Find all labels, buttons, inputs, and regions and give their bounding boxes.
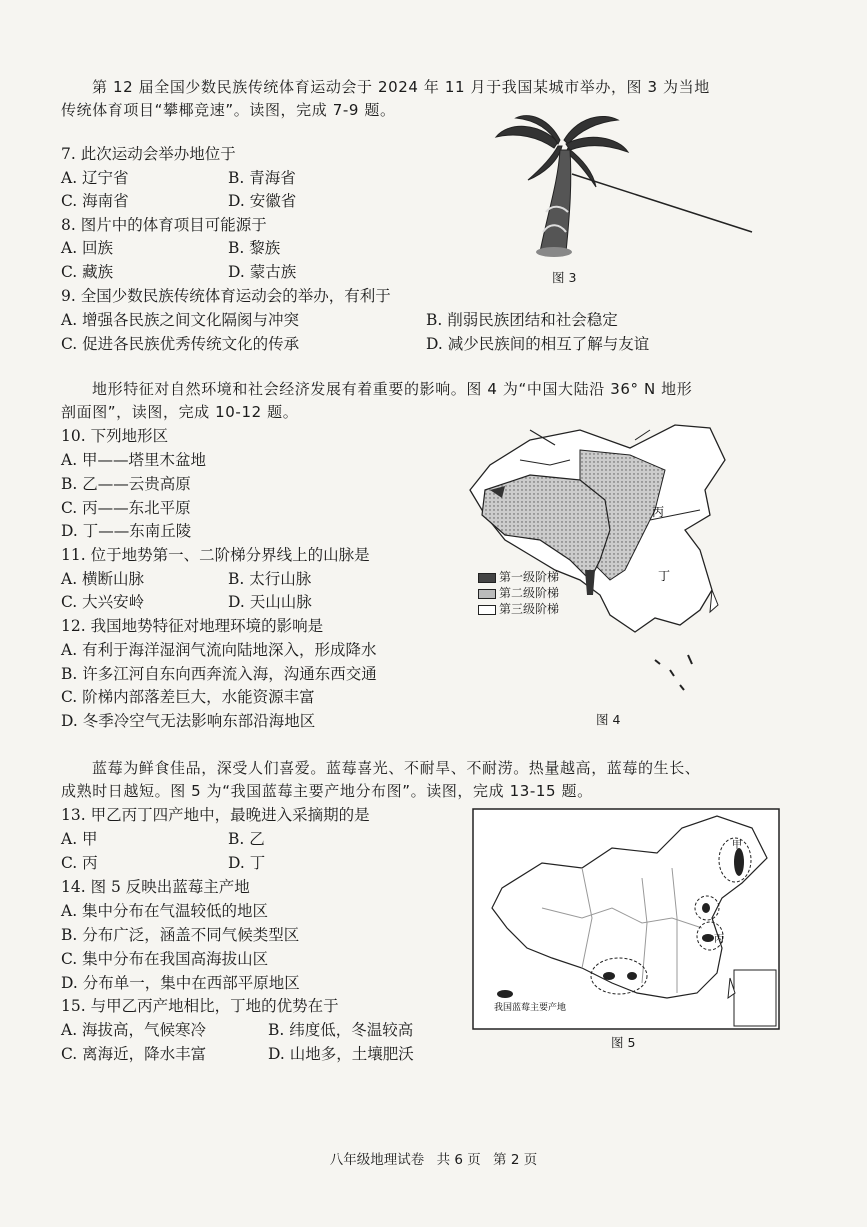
map-label-bing: 丙	[652, 505, 665, 519]
question-stem: 10. 下列地形区	[61, 427, 169, 445]
option[interactable]: C. 大兴安岭	[61, 593, 145, 611]
footer-page: 第 2 页	[493, 1152, 538, 1168]
option[interactable]: A. 辽宁省	[61, 169, 129, 187]
option[interactable]: A. 集中分布在气温较低的地区	[61, 902, 269, 920]
option[interactable]: B. 太行山脉	[228, 570, 312, 588]
intro-line: 蓝莓为鲜食佳品，深受人们喜爱。蓝莓喜光、不耐旱、不耐涝。热量越高，蓝莓的生长、	[92, 759, 701, 777]
option[interactable]: B. 青海省	[228, 169, 296, 187]
option[interactable]: D. 减少民族间的相互了解与友谊	[426, 335, 650, 353]
option[interactable]: D. 蒙古族	[228, 263, 297, 281]
option[interactable]: C. 丙——东北平原	[61, 499, 191, 517]
figure-caption: 图 4	[596, 712, 621, 727]
option[interactable]: C. 离海近，降水丰富	[61, 1045, 207, 1063]
option[interactable]: C. 促进各民族优秀传统文化的传承	[61, 335, 300, 353]
option[interactable]: D. 丁	[228, 854, 266, 872]
option[interactable]: D. 安徽省	[228, 192, 297, 210]
option[interactable]: C. 阶梯内部落差巨大，水能资源丰富	[61, 688, 315, 706]
option[interactable]: A. 有利于海洋湿润气流向陆地深入，形成降水	[61, 641, 377, 659]
option[interactable]: C. 海南省	[61, 192, 129, 210]
map-label-jia: 甲	[732, 840, 742, 851]
question-stem: 7. 此次运动会举办地位于	[61, 145, 236, 163]
legend-item-step2: 第二级阶梯	[478, 586, 559, 600]
option[interactable]: B. 乙——云贵高原	[61, 475, 191, 493]
intro-line: 传统体育项目“攀椰竞速”。读图，完成 7-9 题。	[61, 101, 396, 119]
option[interactable]: B. 分布广泛，涵盖不同气候类型区	[61, 926, 300, 944]
footer-total: 共 6 页	[436, 1152, 481, 1168]
option[interactable]: D. 丁——东南丘陵	[61, 522, 192, 540]
intro-line: 成熟时日越短。图 5 为“我国蓝莓主要产地分布图”。读图，完成 13-15 题。	[61, 782, 593, 800]
question-stem: 13. 甲乙丙丁四产地中，最晚进入采摘期的是	[61, 806, 370, 824]
intro-line: 剖面图”，读图，完成 10-12 题。	[61, 403, 299, 421]
blueberry-map	[472, 808, 780, 1030]
option[interactable]: B. 削弱民族团结和社会稳定	[426, 311, 618, 329]
option[interactable]: D. 山地多，土壤肥沃	[268, 1045, 414, 1063]
palm-tree-figure	[488, 112, 758, 262]
page-footer	[0, 1148, 867, 1168]
option[interactable]: C. 丙	[61, 854, 98, 872]
option[interactable]: A. 甲	[61, 830, 98, 848]
option[interactable]: A. 增强各民族之间文化隔阂与冲突	[61, 311, 300, 329]
option[interactable]: C. 集中分布在我国高海拔山区	[61, 950, 269, 968]
map-legend-label: 我国蓝莓主要产地	[494, 1003, 567, 1013]
option[interactable]: D. 冬季冷空气无法影响东部沿海地区	[61, 712, 316, 730]
terrain-steps-map	[460, 420, 750, 700]
question-stem: 8. 图片中的体育项目可能源于	[61, 216, 267, 234]
option[interactable]: B. 纬度低，冬温较高	[268, 1021, 414, 1039]
option[interactable]: B. 乙	[228, 830, 265, 848]
question-stem: 12. 我国地势特征对地理环境的影响是	[61, 617, 324, 635]
intro-line: 地形特征对自然环境和社会经济发展有着重要的影响。图 4 为“中国大陆沿 36° N 地形	[92, 380, 693, 398]
option[interactable]: B. 黎族	[228, 239, 281, 257]
option[interactable]: B. 许多江河自东向西奔流入海，沟通东西交通	[61, 665, 377, 683]
map-label-bing: 丙	[714, 934, 724, 945]
question-stem: 14. 图 5 反映出蓝莓主产地	[61, 878, 250, 896]
option[interactable]: D. 分布单一，集中在西部平原地区	[61, 974, 300, 992]
legend-item-step3: 第三级阶梯	[478, 602, 559, 616]
option[interactable]: C. 藏族	[61, 263, 114, 281]
option[interactable]: A. 海拔高，气候寒冷	[61, 1021, 207, 1039]
figure-caption: 图 5	[611, 1035, 636, 1050]
figure-caption: 图 3	[552, 270, 577, 285]
map-label-ding: 丁	[658, 569, 671, 583]
question-stem: 9. 全国少数民族传统体育运动会的举办，有利于	[61, 287, 391, 305]
option[interactable]: A. 甲——塔里木盆地	[61, 451, 207, 469]
question-stem: 11. 位于地势第一、二阶梯分界线上的山脉是	[61, 546, 370, 564]
question-stem: 15. 与甲乙丙产地相比，丁地的优势在于	[61, 997, 339, 1015]
footer-title: 八年级地理试卷	[329, 1152, 425, 1168]
legend-item-step1: 第一级阶梯	[478, 570, 559, 584]
option[interactable]: D. 天山山脉	[228, 593, 312, 611]
option[interactable]: A. 回族	[61, 239, 114, 257]
option[interactable]: A. 横断山脉	[61, 570, 145, 588]
intro-line: 第 12 届全国少数民族传统体育运动会于 2024 年 11 月于我国某城市举办，图 3 为当地	[92, 78, 710, 96]
